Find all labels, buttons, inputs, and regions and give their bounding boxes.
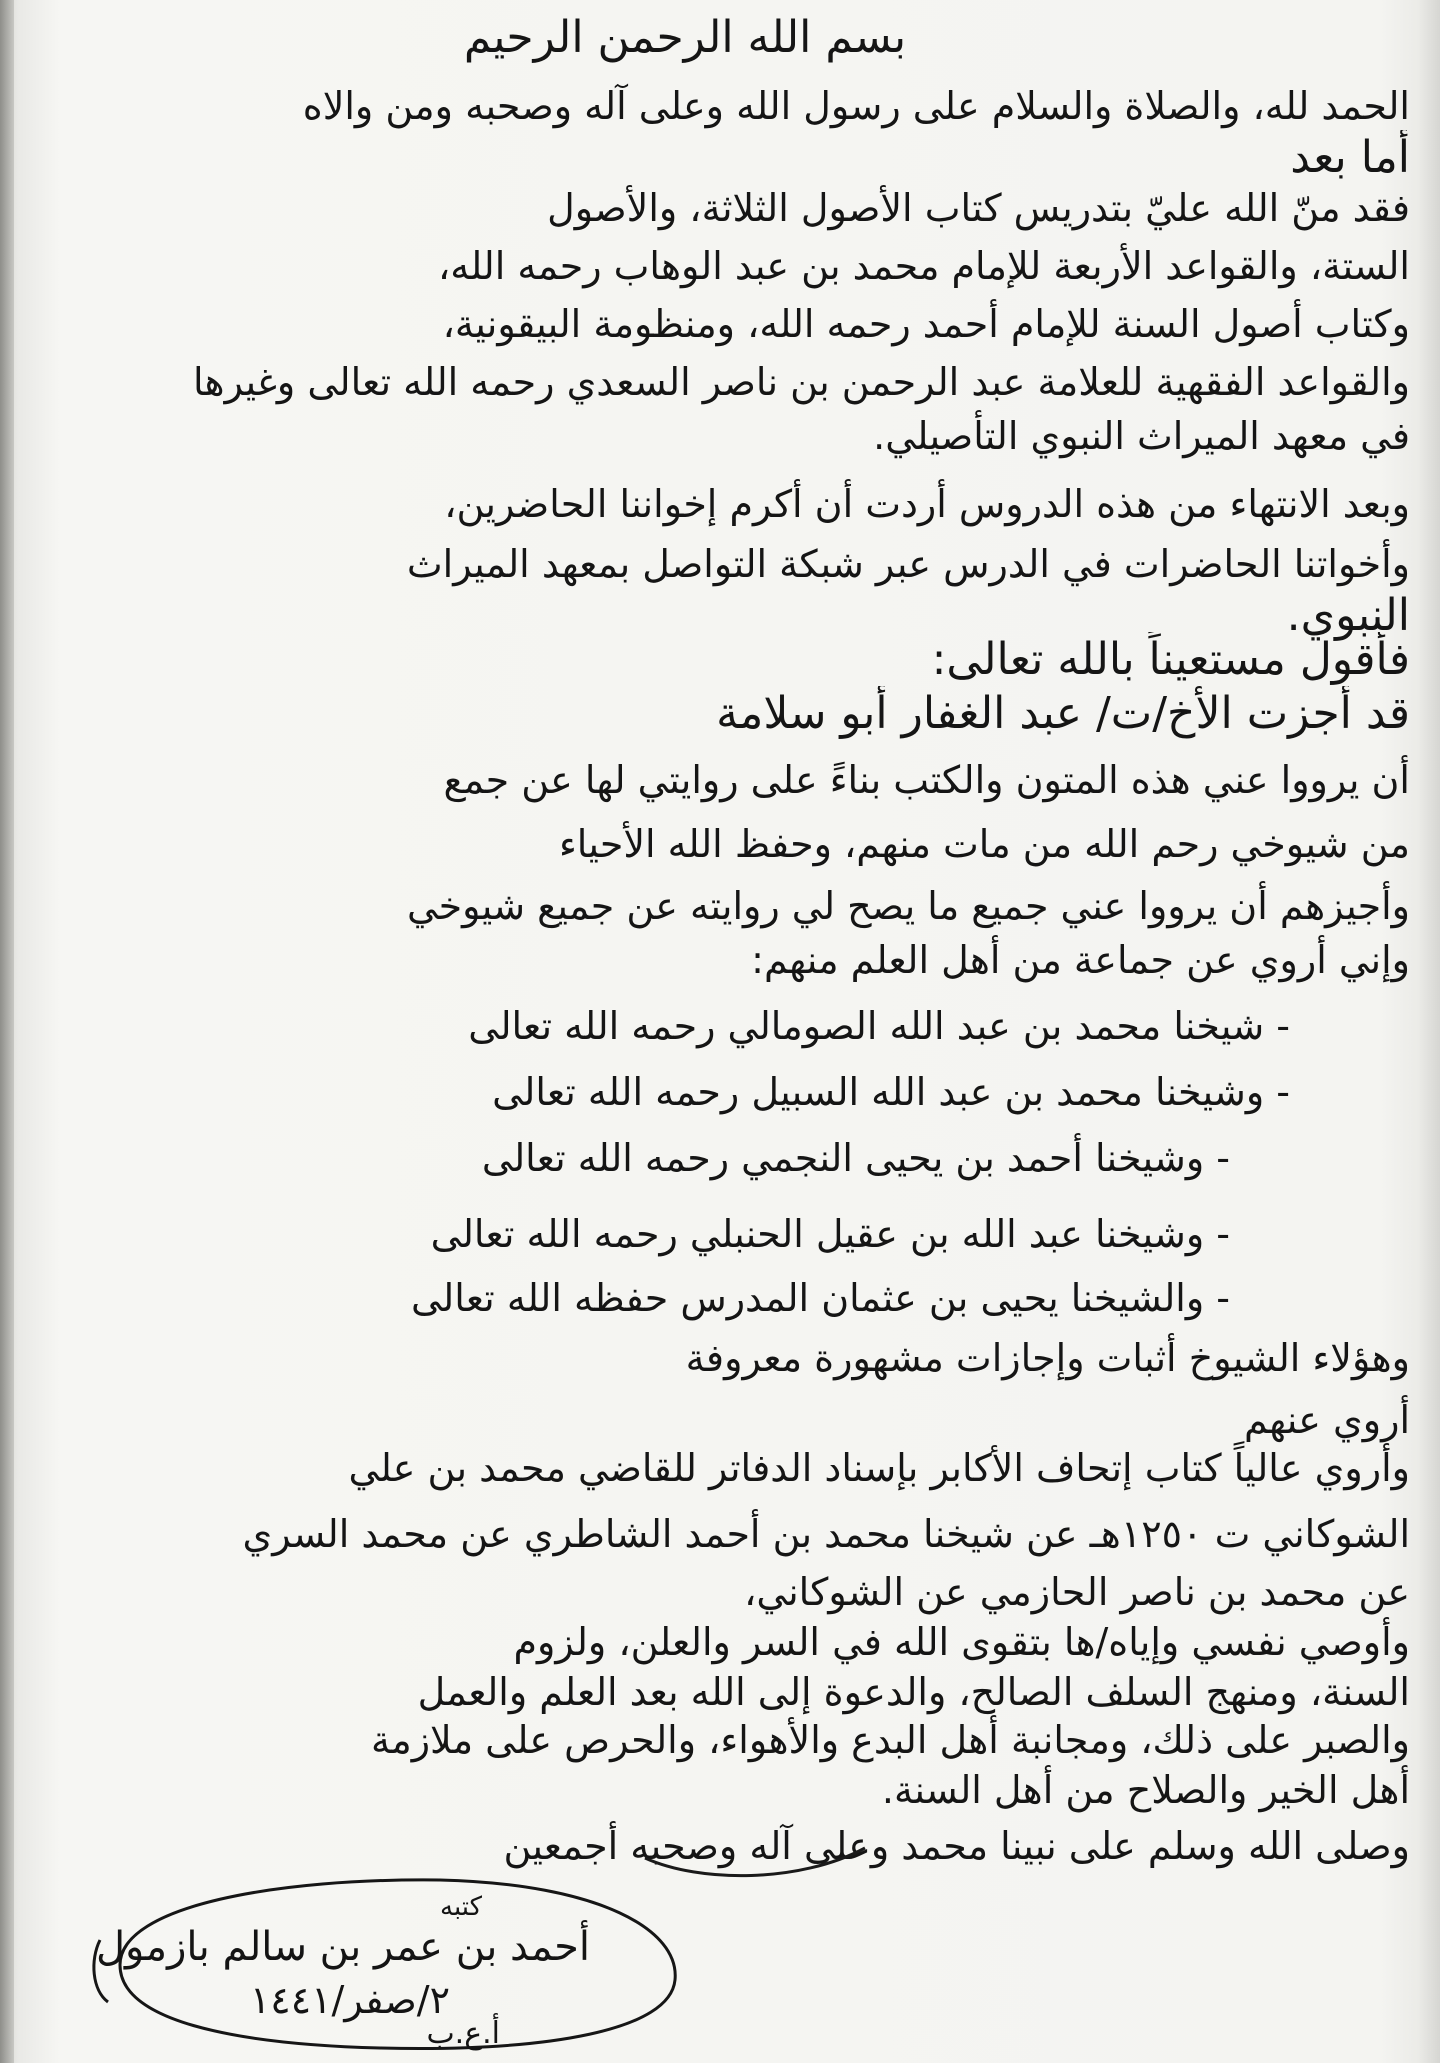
letter-line: الستة، والقواعد الأربعة للإمام محمد بن عبد الوهاب رحمه الله،: [437, 244, 1410, 288]
letter-line: فأقول مستعيناً بالله تعالى:: [931, 634, 1410, 685]
letter-line: وأجيزهم أن يرووا عني جميع ما يصح لي روايته عن جميع شيوخي: [406, 884, 1410, 928]
signature-date: ٢/صفر/١٤٤١: [249, 1978, 450, 2022]
signature-label: كتبه: [440, 1892, 483, 1922]
letter-line: عن محمد بن ناصر الحازمي عن الشوكاني،: [744, 1570, 1410, 1614]
letter-line: أن يرووا عني هذه المتون والكتب بناءً على روايتي لها عن جمع: [443, 758, 1410, 802]
basmala: بسم الله الرحمن الرحيم: [463, 12, 907, 63]
page-edge-shadow: [1418, 0, 1440, 2063]
licensee-line: قد أجزت الأخ/ت/ عبد الغفار أبو سلامة: [716, 688, 1410, 739]
handwritten-letter: [80, 0, 1410, 2063]
letter-line: من شيوخي رحم الله من مات منهم، وحفظ الله الأحياء: [558, 822, 1410, 866]
signature-name: أحمد بن عمر بن سالم بازمول: [95, 1924, 590, 1970]
letter-line: وإني أروي عن جماعة من أهل العلم منهم:: [751, 938, 1410, 982]
letter-line: الشوكاني ت ١٢٥٠هـ عن شيخنا محمد بن أحمد الشاطري عن محمد السري: [242, 1512, 1410, 1556]
letter-line: السنة، ومنهج السلف الصالح، والدعوة إلى الله بعد العلم والعمل: [417, 1670, 1410, 1714]
letter-line: وكتاب أصول السنة للإمام أحمد رحمه الله، ومنظومة البيقونية،: [442, 302, 1410, 346]
letter-line: أهل الخير والصلاح من أهل السنة.: [881, 1768, 1410, 1812]
letter-line: وبعد الانتهاء من هذه الدروس أردت أن أكرم إخواننا الحاضرين،: [444, 482, 1410, 526]
letter-line: الحمد لله، والصلاة والسلام على رسول الله وعلى آله وصحبه ومن والاه: [302, 84, 1410, 128]
letter-line: النبوي.: [1286, 590, 1410, 641]
sheikh-list-item: - وشيخنا محمد بن عبد الله السبيل رحمه الله تعالى: [492, 1070, 1290, 1114]
letter-line: أما بعد: [1290, 132, 1410, 183]
notebook-binding: [0, 0, 14, 2063]
closing-line: وصلى الله وسلم على نبينا محمد وعلى آله وصحبه أجمعين: [503, 1824, 1410, 1868]
letter-line: وأوصي نفسي وإياه/ها بتقوى الله في السر والعلن، ولزوم: [513, 1620, 1410, 1664]
letter-line: وهؤلاء الشيوخ أثبات وإجازات مشهورة معروفة: [685, 1336, 1410, 1380]
letter-line: وأخواتنا الحاضرات في الدرس عبر شبكة التواصل بمعهد الميراث: [406, 542, 1410, 586]
sheikh-list-item: - وشيخنا أحمد بن يحيى النجمي رحمه الله تعالى: [481, 1136, 1230, 1180]
sheikh-list-item: - والشيخنا يحيى بن عثمان المدرس حفظه الله تعالى: [411, 1276, 1230, 1320]
sheikh-list-item: - وشيخنا عبد الله بن عقيل الحنبلي رحمه الله تعالى: [430, 1212, 1230, 1256]
letter-line: وأروي عالياً كتاب إتحاف الأكابر بإسناد الدفاتر للقاضي محمد بن علي: [348, 1446, 1410, 1490]
letter-line: والصبر على ذلك، ومجانبة أهل البدع والأهواء، والحرص على ملازمة: [370, 1718, 1410, 1762]
letter-line: فقد منّ الله عليّ بتدريس كتاب الأصول الثلاثة، والأصول: [547, 186, 1410, 230]
letter-line: في معهد الميراث النبوي التأصيلي.: [873, 414, 1410, 458]
signature-initials: أ.ع.ب: [426, 2016, 500, 2051]
letter-line: والقواعد الفقهية للعلامة عبد الرحمن بن ناصر السعدي رحمه الله تعالى وغيرها: [192, 360, 1410, 404]
letter-line: أروي عنهم: [1243, 1398, 1410, 1442]
sheikh-list-item: - شيخنا محمد بن عبد الله الصومالي رحمه الله تعالى: [468, 1004, 1290, 1048]
